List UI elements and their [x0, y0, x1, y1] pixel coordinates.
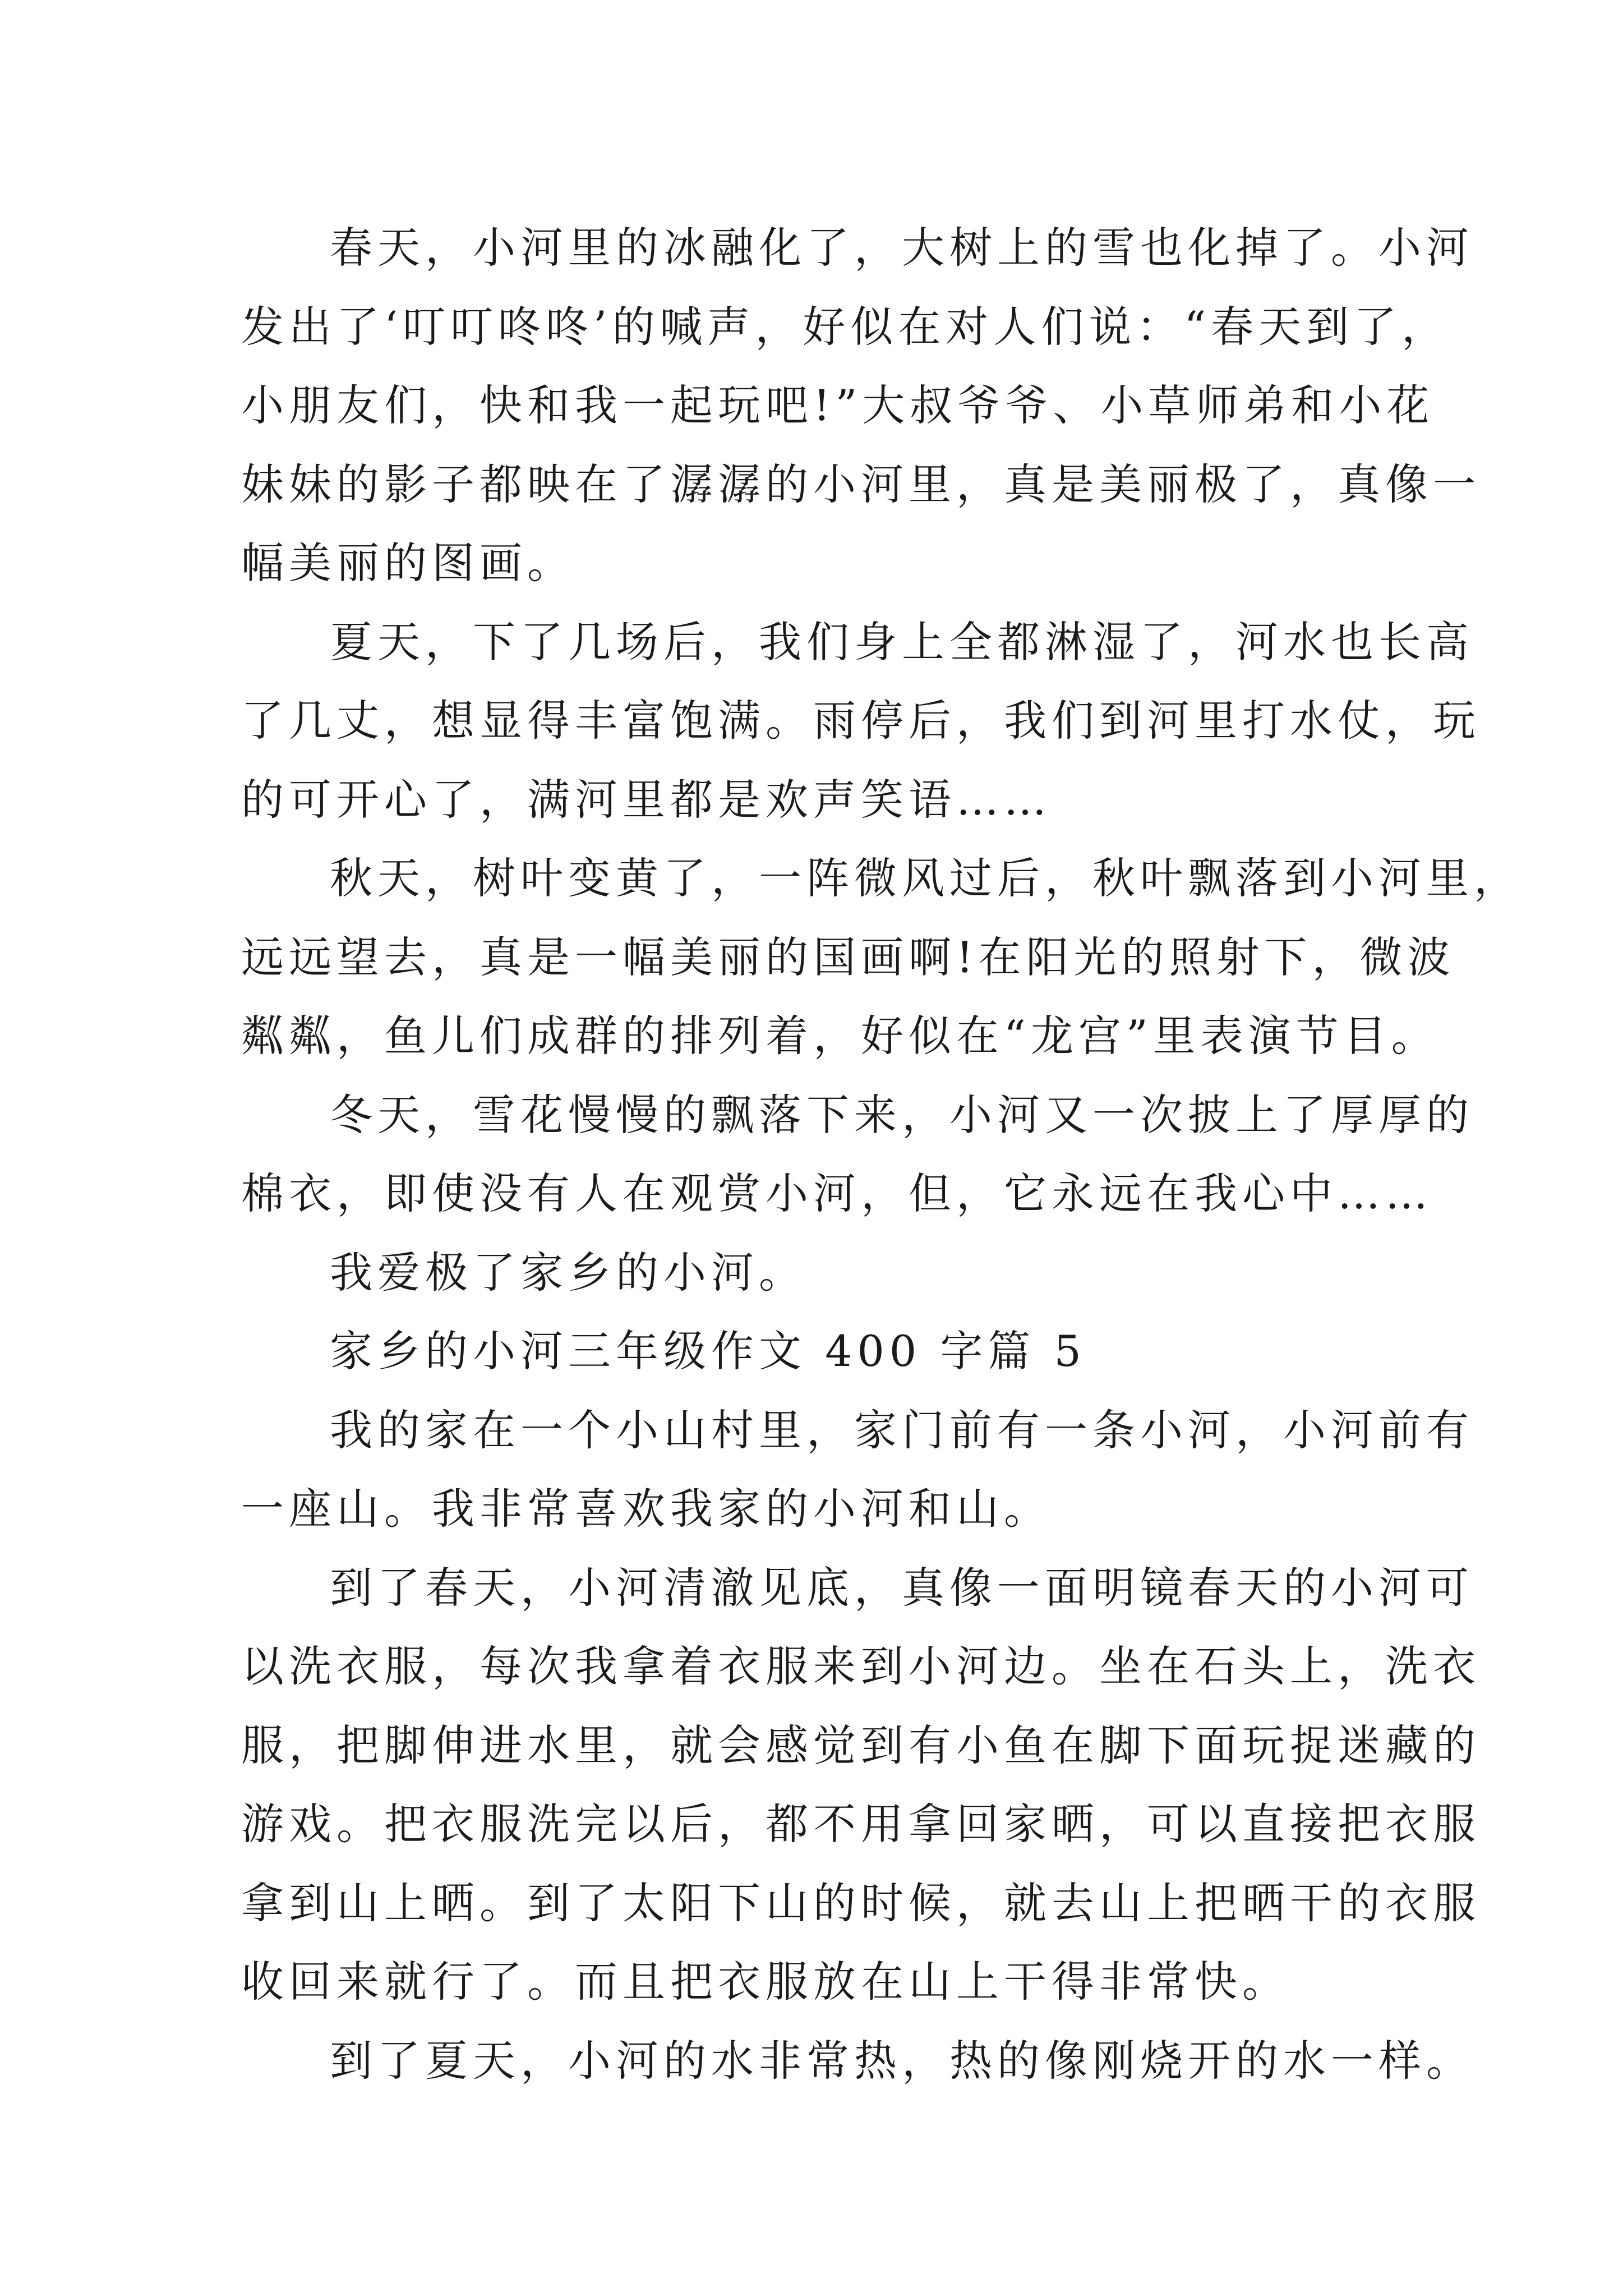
paragraph-conclusion — [241, 1234, 1396, 1313]
text-line: 收回来就行了。而且把衣服放在山上干得非常快。 — [241, 1957, 1290, 2007]
text-line: 粼粼，鱼儿们成群的排列着，好似在“龙宫”里表演节目。 — [241, 1011, 1439, 1061]
text-line: 我爱极了家乡的小河。 — [330, 1247, 806, 1297]
text-line: 远远望去，真是一幅美丽的国画啊!在阳光的照射下，微波 — [241, 932, 1455, 982]
text-line: 了几丈，想显得丰富饱满。雨停后，我们到河里打水仗，玩 — [241, 696, 1481, 746]
text-line: 以洗衣服，每次我拿着衣服来到小河边。坐在石头上，洗衣 — [241, 1641, 1481, 1691]
text-line: 冬天，雪花慢慢的飘落下来，小河又一次披上了厚厚的 — [330, 1089, 1474, 1140]
text-line: 妹妹的影子都映在了潺潺的小河里，真是美丽极了，真像一 — [241, 459, 1481, 509]
text-line: 游戏。把衣服洗完以后，都不用拿回家晒，可以直接把衣服 — [241, 1799, 1481, 1849]
text-line: 夏天，下了几场后，我们身上全都淋湿了，河水也长高 — [330, 616, 1474, 667]
paragraph-spring-2 — [241, 1549, 1481, 2022]
text-line: 小朋友们，快和我一起玩吧!”大叔爷爷、小草师弟和小花 — [241, 380, 1435, 430]
text-line: 我的家在一个小山村里，家门前有一条小河，小河前有 — [330, 1405, 1474, 1455]
paragraph-summer-2 — [241, 2022, 1474, 2101]
text-line: 秋天，树叶变黄了，一阵微风过后，秋叶飘落到小河里， — [330, 853, 1521, 903]
text-line: 幅美丽的图画。 — [241, 538, 575, 588]
text-line: 拿到山上晒。到了太阳下山的时候，就去山上把晒干的衣服 — [241, 1878, 1481, 1928]
essay-title — [241, 1312, 1396, 1391]
text-line: 一座山。我非常喜欢我家的小河和山。 — [241, 1484, 1052, 1534]
paragraph-autumn — [241, 839, 1521, 1076]
article-body — [241, 209, 1521, 2100]
paragraph-summer — [241, 603, 1481, 840]
essay-title-text: 家乡的小河三年级作文 400 字篇 5 — [330, 1326, 1086, 1376]
paragraph-intro — [241, 1391, 1474, 1549]
text-line: 棉衣，即使没有人在观赏小河，但，它永远在我心中…… — [241, 1168, 1433, 1218]
text-line: 到了夏天，小河的水非常热，热的像刚烧开的水一样。 — [330, 2035, 1474, 2086]
paragraph-spring — [241, 209, 1481, 603]
text-line: 服，把脚伸进水里，就会感觉到有小鱼在脚下面玩捉迷藏的 — [241, 1720, 1481, 1770]
paragraph-winter — [241, 1076, 1474, 1234]
text-line: 到了春天，小河清澈见底，真像一面明镜春天的小河可 — [330, 1562, 1474, 1613]
text-line: 的可开心了，满河里都是欢声笑语…… — [241, 774, 1052, 825]
text-line: 发出了‘叮叮咚咚’的喊声，好似在对人们说：“春天到了， — [241, 301, 1450, 352]
text-line: 春天，小河里的冰融化了，大树上的雪也化掉了。小河 — [330, 223, 1474, 273]
